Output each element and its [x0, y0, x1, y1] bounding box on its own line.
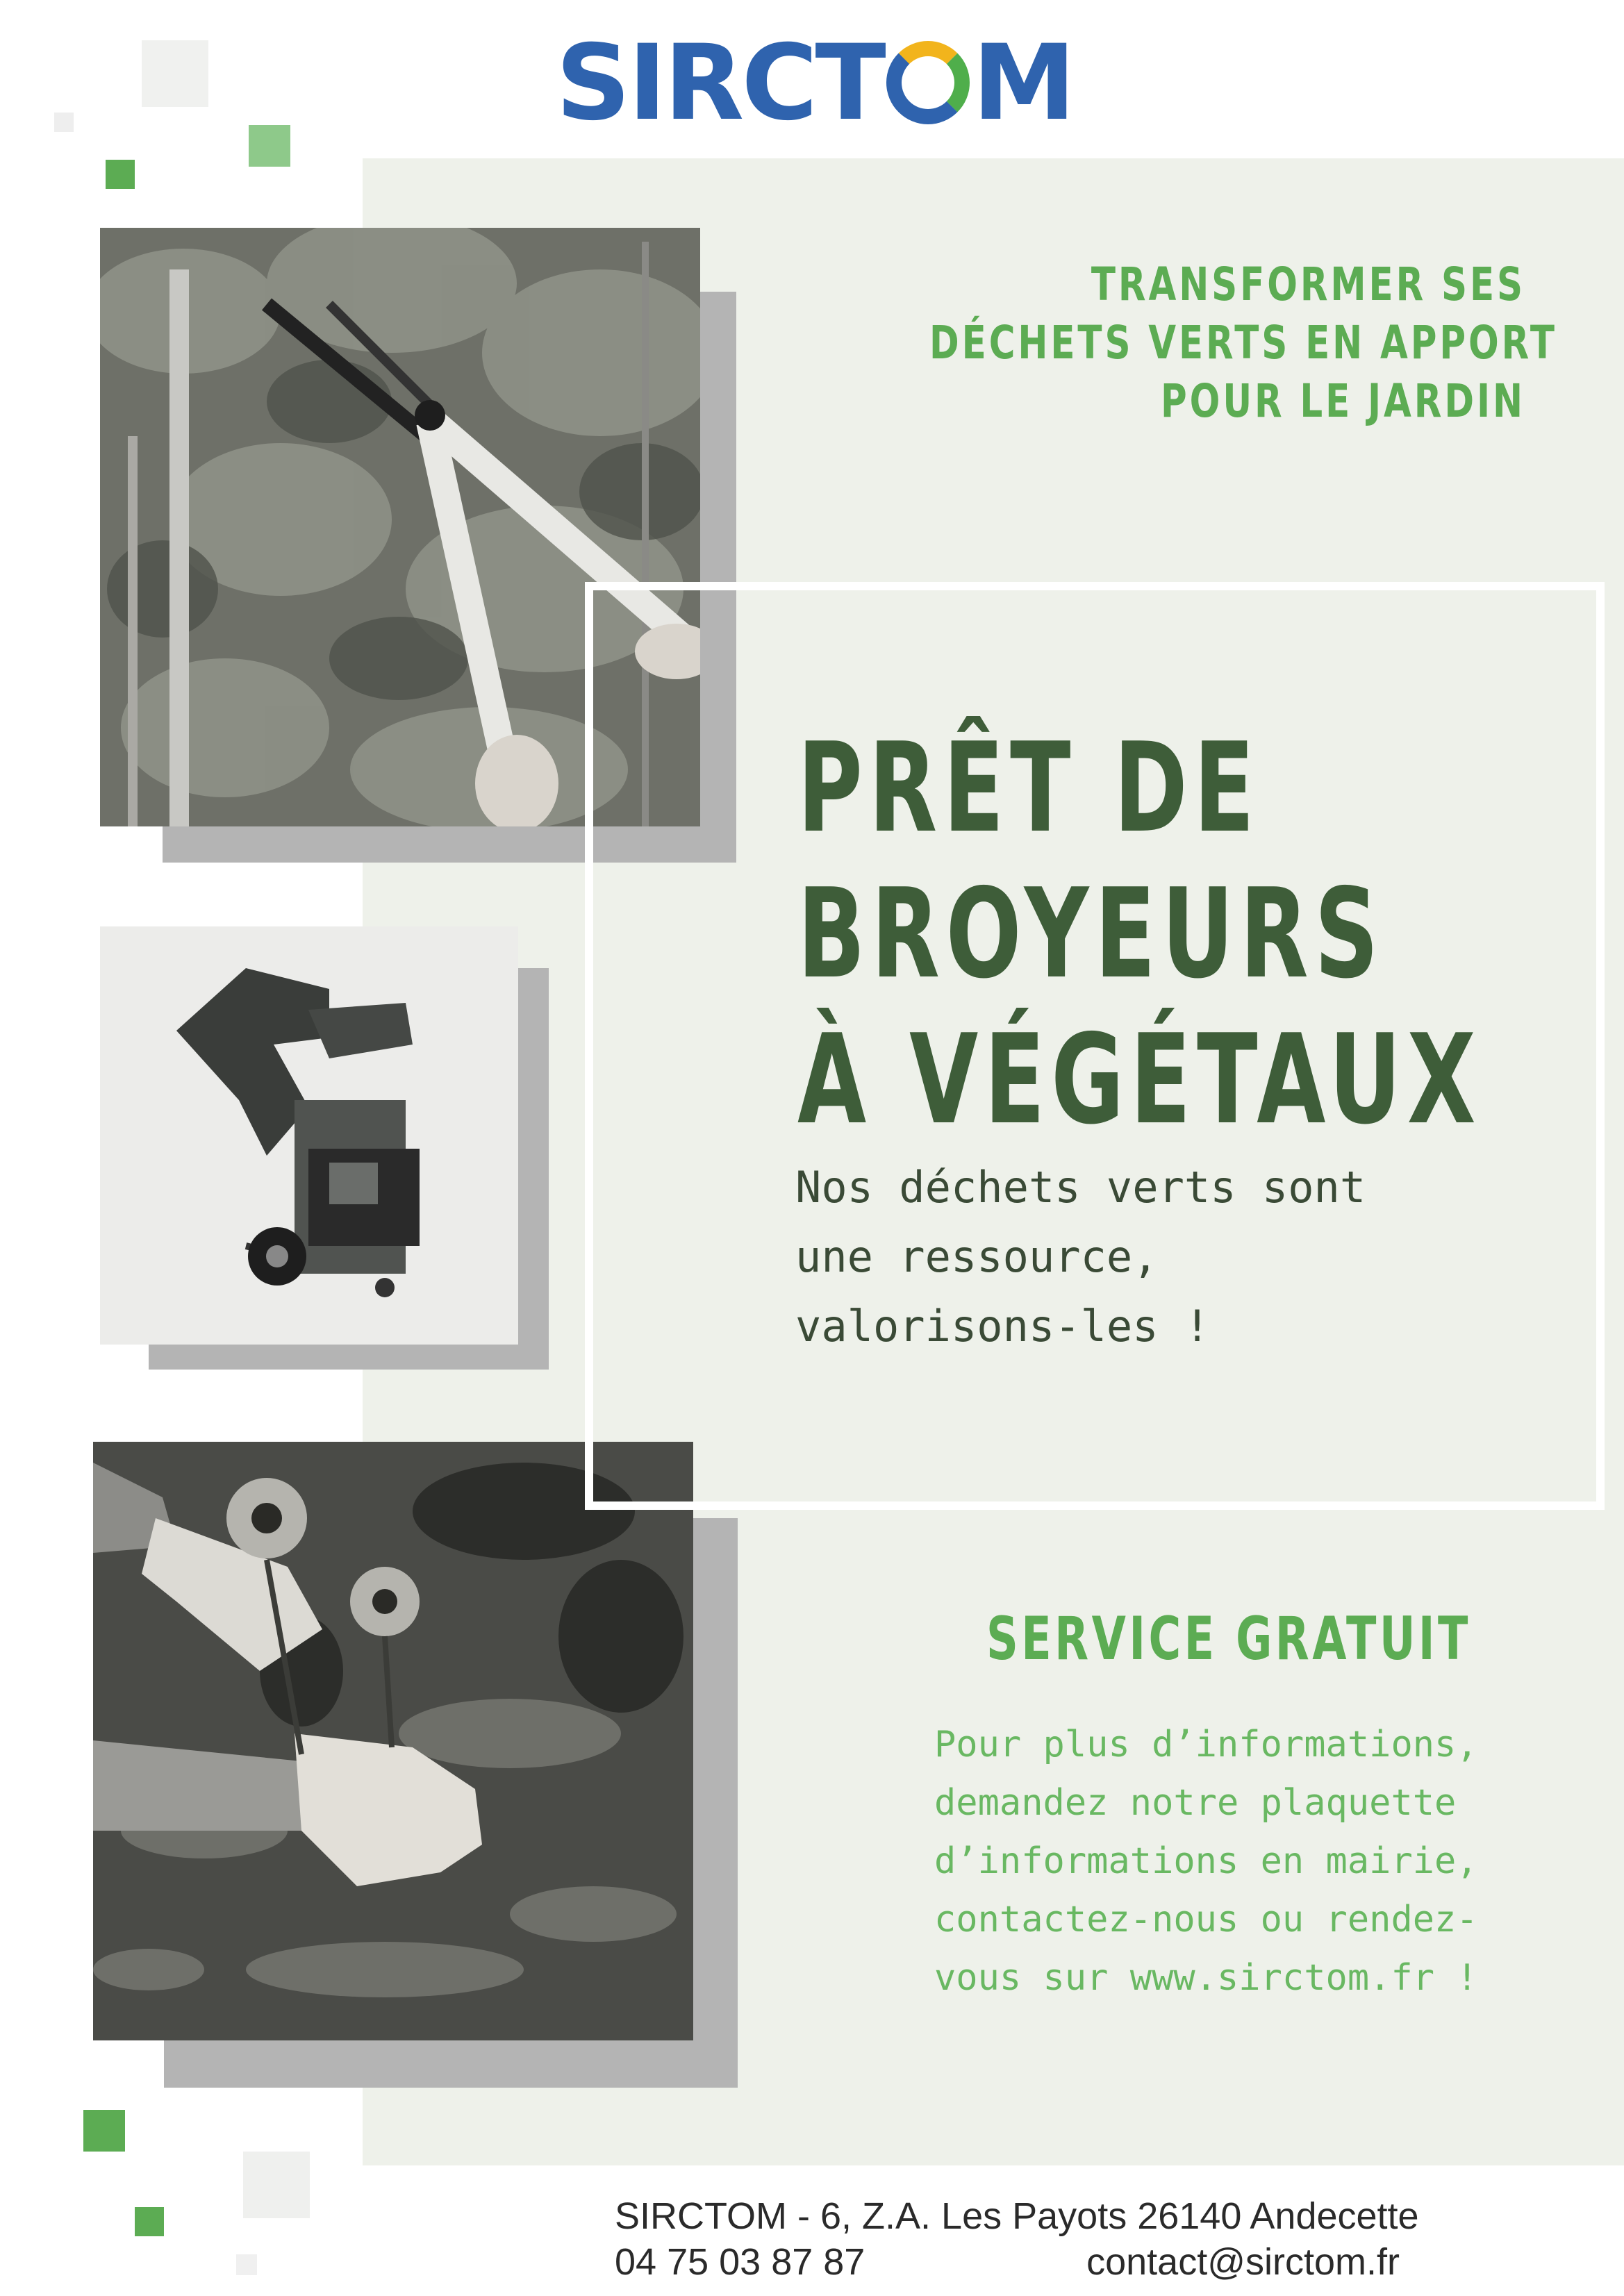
subtitle-line: valorisons-les ! — [795, 1301, 1211, 1351]
tagline-line: TRANSFORMER SES — [1091, 258, 1525, 311]
decor-square — [106, 160, 135, 189]
tagline — [929, 256, 1557, 431]
subtitle-line: une ressource, — [795, 1231, 1159, 1282]
service-line: demandez notre plaquette — [934, 1782, 1457, 1824]
decor-square — [249, 125, 290, 167]
service-line: d’informations en mairie, — [934, 1840, 1478, 1882]
footer-email: contact@sirctom.fr — [1086, 2241, 1400, 2283]
service-title: SERVICE GRATUIT — [986, 1604, 1471, 1674]
page-title — [797, 715, 1482, 1153]
decor-square — [54, 113, 74, 132]
title-line: BROYEURS — [797, 862, 1385, 1006]
service-text — [934, 1715, 1559, 2007]
tagline-line: DÉCHETS VERTS EN APPORT — [929, 316, 1557, 369]
decor-square — [83, 2110, 125, 2152]
title-line: PRÊT DE — [797, 716, 1261, 860]
footer-address: SIRCTOM - 6, Z.A. Les Payots 26140 Andecette — [615, 2195, 1419, 2237]
logo-text-end: M — [972, 23, 1074, 144]
subtitle-line: Nos déchets verts sont — [795, 1162, 1366, 1213]
sirctom-logo — [556, 23, 1074, 144]
title-line: À VÉGÉTAUX — [797, 1008, 1482, 1151]
wood-chipper-photo — [100, 926, 518, 1345]
service-line: contactez-nous ou rendez- — [934, 1899, 1478, 1940]
logo-text: SIRCT — [556, 23, 884, 144]
recycle-ring-icon — [886, 41, 970, 124]
service-line: Pour plus d’informations, — [934, 1724, 1478, 1765]
decor-square — [243, 2152, 310, 2218]
decor-square — [142, 40, 208, 107]
decor-square — [135, 2207, 164, 2236]
subtitle — [795, 1153, 1490, 1361]
tagline-line: POUR LE JARDIN — [1161, 374, 1525, 428]
footer-phone: 04 75 03 87 87 — [615, 2241, 865, 2283]
service-line: vous sur www.sirctom.fr ! — [934, 1957, 1478, 1999]
gardening-gloves-flowers-photo — [93, 1442, 693, 2040]
decor-square — [236, 2254, 257, 2275]
footer-contact — [615, 2193, 1448, 2285]
